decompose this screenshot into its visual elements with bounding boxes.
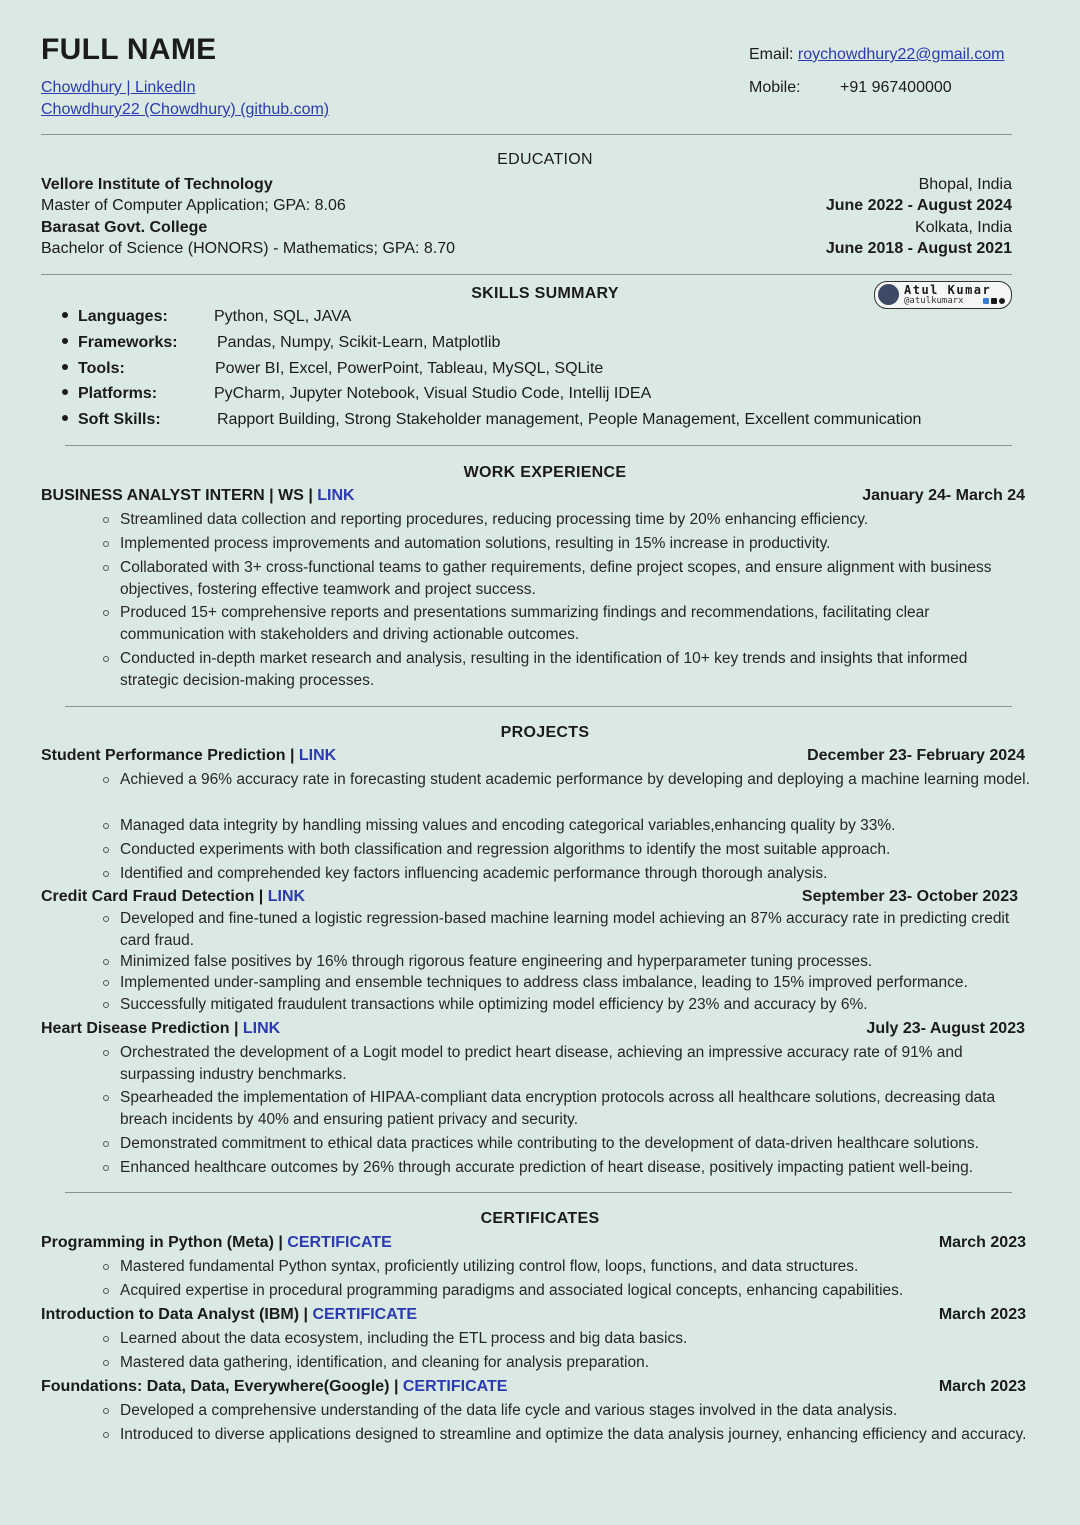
divider: [41, 274, 1012, 275]
bullet-icon: [103, 1264, 109, 1270]
bullet-icon: [103, 1360, 109, 1366]
social-icon: [999, 298, 1005, 304]
certificate-date: March 2023: [938, 1234, 1026, 1251]
email-label: Email:: [749, 46, 794, 63]
bullet-icon: [62, 389, 68, 395]
bullet-icon: [103, 1165, 109, 1171]
list-item: Acquired expertise in procedural programming paradigms and associated logical concepts, enhancing capabilities.: [120, 1280, 1030, 1302]
bullet-icon: [103, 847, 109, 853]
bullet-icon: [62, 415, 68, 421]
badge-handle: @atulkumarx: [904, 296, 964, 306]
list-item: Orchestrated the development of a Logit model to predict heart disease, achieving an impressive accuracy rate of 91% and surpassing industry benchmarks.: [120, 1042, 1030, 1085]
certificate-name: Introduction to Data Analyst (IBM) | CERTIFICATE: [41, 1306, 418, 1323]
work-dates: January 24- March 24: [862, 487, 1025, 504]
author-badge: [874, 281, 1012, 309]
bullet-icon: [62, 312, 68, 318]
bullet-icon: [103, 871, 109, 877]
edu-location: Bhopal, India: [918, 176, 1012, 193]
bullet-icon: [103, 517, 109, 523]
list-item: Conducted in-depth market research and analysis, resulting in the identification of 10+ key trends and insights that informed strategic decision-making processes.: [120, 648, 1030, 691]
skill-value: PyCharm, Jupyter Notebook, Visual Studio Code, Intellij IDEA: [214, 385, 652, 402]
list-item: Spearheaded the implementation of HIPAA-compliant data encryption protocols across all healthcare solutions, decreasing data breach incidents by 40% and ensuring patient privacy and security.: [120, 1087, 1030, 1130]
badge-name: Atul Kumar: [904, 283, 992, 297]
bullet-icon: [103, 1336, 109, 1342]
list-item: Implemented under-sampling and ensemble techniques to address class imbalance, leading to 15% improved performance.: [120, 972, 1030, 994]
avatar: [878, 284, 899, 305]
bullet-icon: [103, 1432, 109, 1438]
full-name: FULL NAME: [41, 33, 217, 66]
skill-row: Soft Skills:: [62, 411, 161, 429]
bullet-icon: [103, 1050, 109, 1056]
project-link[interactable]: LINK: [267, 888, 306, 905]
skill-row: Tools:: [62, 360, 125, 378]
email-link[interactable]: roychowdhury22@gmail.com: [797, 46, 1005, 63]
project-dates: December 23- February 2024: [807, 747, 1025, 764]
list-item: Developed and fine-tuned a logistic regression-based machine learning model achieving an 87% accuracy rate in predicting credit card fraud.: [120, 908, 1030, 951]
skills-title: SKILLS SUMMARY: [471, 285, 619, 302]
project-link[interactable]: LINK: [298, 747, 337, 764]
project-link[interactable]: LINK: [242, 1020, 281, 1037]
work-title: WORK EXPERIENCE: [463, 464, 627, 481]
skill-row: Frameworks:: [62, 334, 178, 352]
social-icon: [991, 298, 997, 304]
edu-school: Vellore Institute of Technology: [41, 176, 273, 193]
mobile-number: +91 967400000: [840, 79, 952, 96]
bullet-icon: [103, 1408, 109, 1414]
list-item: Produced 15+ comprehensive reports and presentations summarizing findings and recommendations, facilitating clear communication with stakeholders and driving actionable outcomes.: [120, 602, 1030, 645]
mobile-label: Mobile:: [749, 79, 801, 96]
bullet-icon: [103, 610, 109, 616]
divider: [65, 706, 1012, 707]
list-item: Mastered data gathering, identification, and cleaning for analysis preparation.: [120, 1352, 1030, 1374]
list-item: Identified and comprehended key factors influencing academic performance through thorough analysis.: [120, 863, 1030, 885]
project-dates: July 23- August 2023: [866, 1020, 1025, 1037]
bullet-icon: [103, 565, 109, 571]
edu-degree: Bachelor of Science (HONORS) - Mathematics; GPA: 8.70: [41, 240, 456, 257]
bullet-icon: [62, 338, 68, 344]
project-dates: September 23- October 2023: [801, 888, 1018, 905]
certificate-name: Foundations: Data, Data, Everywhere(Google) | CERTIFICATE: [41, 1378, 508, 1395]
project-name: Heart Disease Prediction | LINK: [41, 1020, 281, 1037]
list-item: Developed a comprehensive understanding of the data life cycle and various stages involved in the data analysis.: [120, 1400, 1030, 1422]
certificate-link[interactable]: CERTIFICATE: [287, 1234, 392, 1251]
divider: [41, 134, 1012, 135]
list-item: Successfully mitigated fraudulent transactions while optimizing model efficiency by 23% and accuracy by 6%.: [120, 994, 1030, 1016]
bullet-icon: [62, 364, 68, 370]
edu-degree: Master of Computer Application; GPA: 8.06: [41, 197, 346, 214]
bullet-icon: [103, 656, 109, 662]
list-item: Streamlined data collection and reporting procedures, reducing processing time by 20% enhancing efficiency.: [120, 509, 1030, 531]
skill-row: Platforms:: [62, 385, 157, 403]
skill-value: Pandas, Numpy, Scikit-Learn, Matplotlib: [217, 334, 501, 351]
certificate-name: Programming in Python (Meta) | CERTIFICATE: [41, 1234, 392, 1251]
list-item: Mastered fundamental Python syntax, proficiently utilizing control flow, loops, functions, and data structures.: [120, 1256, 1030, 1278]
skill-row: Languages:: [62, 308, 168, 326]
github-link[interactable]: Chowdhury22 (Chowdhury) (github.com): [41, 101, 330, 118]
certificate-link[interactable]: CERTIFICATE: [402, 1378, 508, 1395]
divider: [65, 445, 1012, 446]
edu-school: Barasat Govt. College: [41, 219, 208, 236]
edu-location: Kolkata, India: [915, 219, 1012, 236]
list-item: Managed data integrity by handling missing values and encoding categorical variables,enhancing quality by 33%.: [120, 815, 1030, 837]
bullet-icon: [103, 1095, 109, 1101]
bullet-icon: [103, 823, 109, 829]
work-role: BUSINESS ANALYST INTERN | WS | LINK: [41, 487, 355, 504]
list-item: Implemented process improvements and automation solutions, resulting in 15% increase in productivity.: [120, 533, 1030, 555]
list-item: Enhanced healthcare outcomes by 26% through accurate prediction of heart disease, positively impacting patient well-being.: [120, 1157, 1030, 1179]
linkedin-link[interactable]: Chowdhury | LinkedIn: [41, 79, 196, 96]
certificates-title: CERTIFICATES: [480, 1210, 600, 1227]
bullet-icon: [103, 959, 109, 965]
list-item: Achieved a 96% accuracy rate in forecasting student academic performance by developing and deploying a machine learning model.: [120, 769, 1030, 791]
certificate-link[interactable]: CERTIFICATE: [312, 1306, 418, 1323]
project-name: Student Performance Prediction | LINK: [41, 747, 337, 764]
bullet-icon: [103, 777, 109, 783]
email-row: [749, 46, 1004, 64]
divider: [65, 1192, 1012, 1193]
list-item: Minimized false positives by 16% through rigorous feature engineering and hyperparameter tuning processes.: [120, 951, 1030, 973]
edu-dates: June 2022 - August 2024: [825, 197, 1012, 214]
certificate-date: March 2023: [938, 1378, 1026, 1395]
edu-dates: June 2018 - August 2021: [825, 240, 1012, 257]
bullet-icon: [103, 980, 109, 986]
bullet-icon: [103, 916, 109, 922]
bullet-icon: [103, 541, 109, 547]
list-item: Learned about the data ecosystem, including the ETL process and big data basics.: [120, 1328, 1030, 1350]
list-item: Demonstrated commitment to ethical data practices while contributing to the development of data-driven healthcare solutions.: [120, 1133, 1030, 1155]
list-item: Introduced to diverse applications designed to streamline and optimize the data analysis journey, enhancing efficiency and accuracy.: [120, 1424, 1030, 1446]
list-item: Conducted experiments with both classification and regression algorithms to identify the most suitable approach.: [120, 839, 1030, 861]
list-item: Collaborated with 3+ cross-functional teams to gather requirements, define project scopes, and ensure alignment with business objectives, fostering effective teamwork and project success.: [120, 557, 1030, 600]
certificate-date: March 2023: [938, 1306, 1026, 1323]
skill-value: Power BI, Excel, PowerPoint, Tableau, MySQL, SQLite: [215, 360, 604, 377]
skill-value: Rapport Building, Strong Stakeholder management, People Management, Excellent communication: [217, 411, 922, 428]
bullet-icon: [103, 1141, 109, 1147]
projects-title: PROJECTS: [500, 724, 590, 741]
skill-value: Python, SQL, JAVA: [214, 308, 352, 325]
project-name: Credit Card Fraud Detection | LINK: [41, 888, 306, 905]
social-icon: [983, 298, 989, 304]
work-link[interactable]: LINK: [317, 487, 355, 504]
bullet-icon: [103, 1002, 109, 1008]
bullet-icon: [103, 1288, 109, 1294]
education-title: EDUCATION: [497, 151, 593, 168]
